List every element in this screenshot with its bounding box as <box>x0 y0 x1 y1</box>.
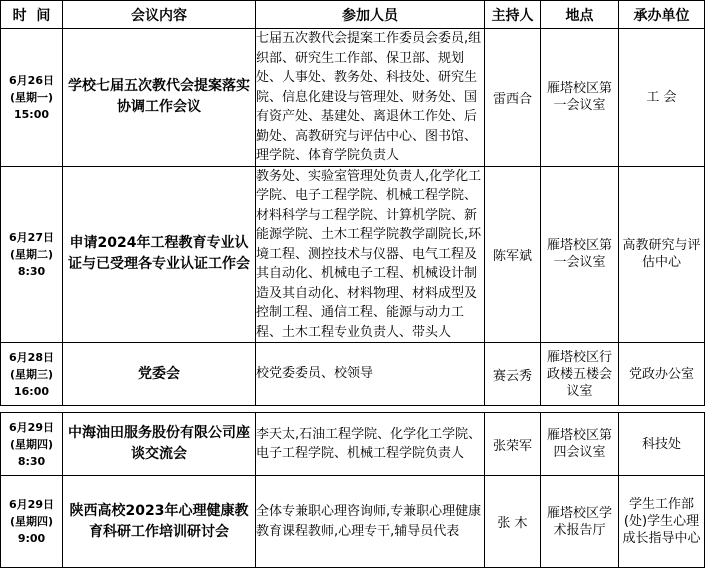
meeting-content: 陕西高校2023年心理健康教育科研工作培训研讨会 <box>63 476 256 568</box>
date-text: 6月29日 <box>9 498 54 511</box>
participants: 李天太,石油工程学院、化学化工学院、电子工程学院、机械工程学院负责人 <box>256 413 485 476</box>
time-cell <box>1 29 63 167</box>
weekday-text: (星期二) <box>9 247 54 261</box>
table-row <box>1 343 705 406</box>
location: 雁塔校区第四会议室 <box>541 413 619 476</box>
weekday-text: (星期四) <box>9 437 54 451</box>
organizer: 党政办公室 <box>619 343 705 406</box>
host-name: 陈军斌 <box>485 166 541 343</box>
weekday-text: (星期四) <box>9 515 54 528</box>
time-text: 8:30 <box>17 264 46 278</box>
meeting-content: 中海油田服务股份有限公司座谈交流会 <box>63 413 256 476</box>
organizer: 高教研究与评估中心 <box>619 166 705 343</box>
location: 雁塔校区行政楼五楼会议室 <box>541 343 619 406</box>
meeting-content: 学校七届五次教代会提案落实协调工作会议 <box>63 29 256 167</box>
time-cell <box>1 413 63 476</box>
header-people: 参加人员 <box>256 1 485 29</box>
meeting-content: 申请2024年工程教育专业认证与已受理各专业认证工作会 <box>63 166 256 343</box>
date-text: 6月26日 <box>9 73 54 87</box>
weekday-text: (星期三) <box>9 367 54 381</box>
participants: 教务处、实验室管理处负责人,化学化工学院、电子工程学院、机械工程学院、材料科学与工程学院、计算机学院、新能源学院、土木工程学院教学副院长,环境工程、测控技术与仪器、电气工程及其自动化、机械电子工程、机械设计制造及其自动化、材料物理、材料成型及控制工程、通信工程、能源与动力工程、土木工程专业负责人、带头人 <box>256 166 485 343</box>
date-text: 6月29日 <box>9 420 54 434</box>
participants: 校党委委员、校领导 <box>256 343 485 406</box>
header-time: 时 间 <box>1 1 63 29</box>
row-gap-cell <box>1 406 705 413</box>
participants: 全体专兼职心理咨询师,专兼职心理健康教育课程教师,心理专干,辅导员代表 <box>256 476 485 568</box>
organizer: 学生工作部(处)学生心理成长指导中心 <box>619 476 705 568</box>
time-text: 16:00 <box>13 384 49 398</box>
row-gap <box>1 406 705 413</box>
host-name: 雷西合 <box>485 29 541 167</box>
header-place: 地点 <box>541 1 619 29</box>
host-name: 张 木 <box>485 476 541 568</box>
host-name: 赛云秀 <box>485 343 541 406</box>
host-name: 张荣军 <box>485 413 541 476</box>
header-content: 会议内容 <box>63 1 256 29</box>
time-cell <box>1 343 63 406</box>
table-row <box>1 29 705 167</box>
location: 雁塔校区第一会议室 <box>541 166 619 343</box>
location: 雁塔校区第一会议室 <box>541 29 619 167</box>
time-cell <box>1 166 63 343</box>
table-row <box>1 476 705 568</box>
time-text: 9:00 <box>17 532 46 545</box>
organizer: 科技处 <box>619 413 705 476</box>
date-text: 6月27日 <box>9 230 54 244</box>
header-org: 承办单位 <box>619 1 705 29</box>
table-row <box>1 413 705 476</box>
time-text: 8:30 <box>17 454 46 468</box>
participants: 七届五次教代会提案工作委员会委员,组织部、研究生工作部、保卫部、规划处、人事处、教务处、科技处、研究生院、信息化建设与管理处、财务处、国有资产处、基建处、离退休工作处、后勤处、高教研究与评估中心、图书馆、理学院、体育学院负责人 <box>256 29 485 167</box>
table-row <box>1 166 705 343</box>
header-row <box>1 1 705 29</box>
location: 雁塔校区学术报告厅 <box>541 476 619 568</box>
organizer: 工 会 <box>619 29 705 167</box>
weekday-text: (星期一) <box>9 90 54 104</box>
header-host: 主持人 <box>485 1 541 29</box>
date-text: 6月28日 <box>9 350 54 364</box>
meeting-content: 党委会 <box>63 343 256 406</box>
time-text: 15:00 <box>13 107 49 121</box>
time-cell <box>1 476 63 568</box>
